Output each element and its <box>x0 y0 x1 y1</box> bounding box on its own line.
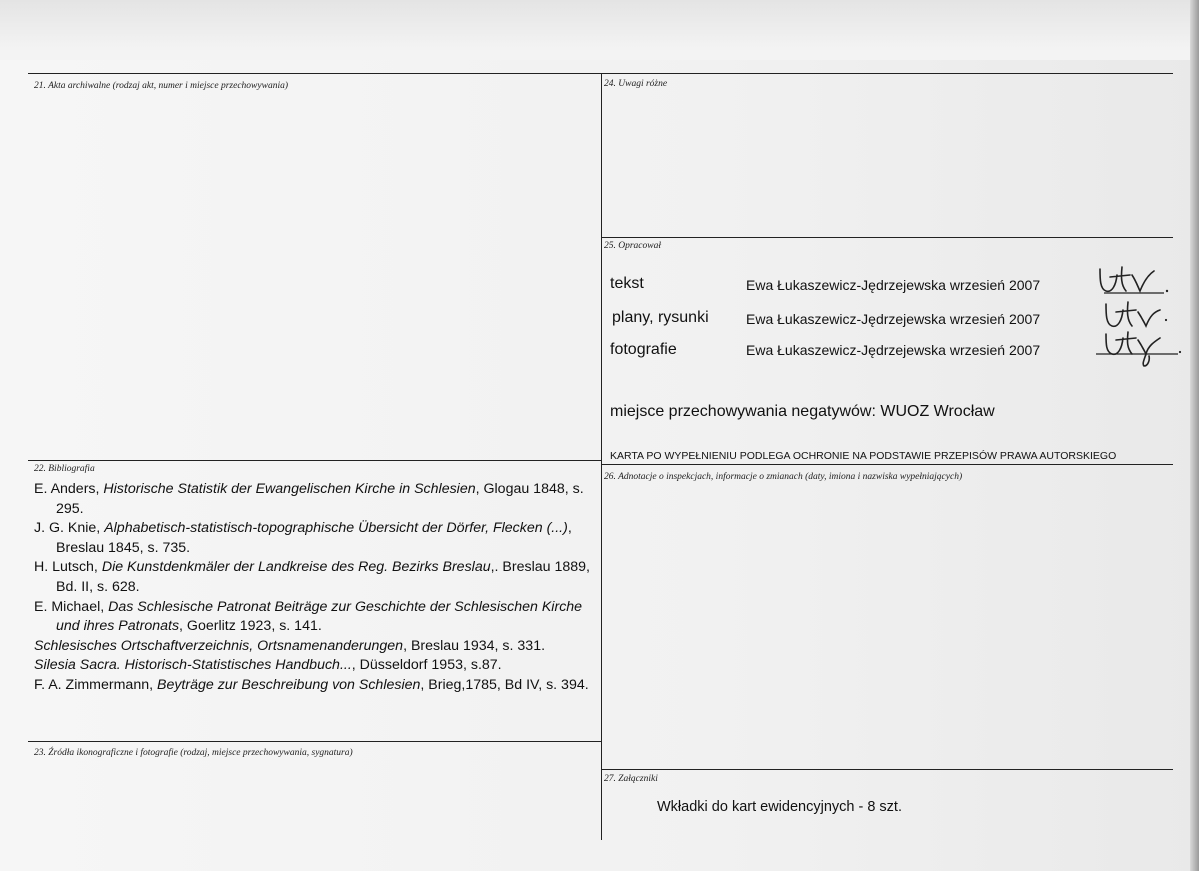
section-23-label: 23. Źródła ikonograficzne i fotografie (rodzaj, miejsce przechowywania, sygnatura) <box>34 748 353 758</box>
bibliography-entry <box>30 676 596 696</box>
entry-details: , Breslau 1934, s. 331. <box>403 637 546 654</box>
section-22-label: 22. Bibliografia <box>34 464 95 474</box>
entry-details: , Goerlitz 1923, s. 141. <box>179 618 322 635</box>
bibliography-entry <box>30 598 596 637</box>
entry-title: Beyträge zur Beschreibung von Schlesien <box>156 676 421 693</box>
role-fotografie: fotografie <box>610 341 677 358</box>
section-24-label: 24. Uwagi różne <box>604 79 668 89</box>
entry-author: E. Michael, <box>34 598 109 615</box>
signature-plany <box>1100 300 1170 334</box>
scan-shadow <box>0 0 1199 60</box>
entry-details: ,. Breslau 1889, Bd. II, s. 628. <box>56 559 590 595</box>
role-plany: plany, rysunki <box>612 309 709 326</box>
rule-22-23 <box>28 741 601 742</box>
entry-author: H. Lutsch, <box>34 559 102 576</box>
signature-fotografie <box>1094 330 1184 370</box>
entry-details: , Breslau 1845, s. 735. <box>56 520 572 556</box>
entry-title: Schlesisches Ortschaftverzeichnis, Ortsnamenanderungen <box>34 637 404 654</box>
section-25-label: 25. Opracował <box>604 241 661 251</box>
section-26-label: 26. Adnotacje o inspekcjach, informacje o zmianach (daty, imiona i nazwiska wypełniających) <box>604 472 963 482</box>
rule-21-22 <box>28 460 601 461</box>
entry-title: Das Schlesische Patronat Beiträge zur Geschichte der Schlesischen Kirche und ihres Patronats <box>56 598 583 635</box>
entry-author: F. A. Zimmermann, <box>34 676 157 693</box>
rule-26-27 <box>601 769 1173 770</box>
entry-author: J. G. Knie, <box>34 520 105 537</box>
author-plany: Ewa Łukaszewicz-Jędrzejewska wrzesień 2007 <box>746 311 1041 327</box>
rule-24-25 <box>601 237 1173 238</box>
negatives-location: miejsce przechowywania negatywów: WUOZ Wrocław <box>610 403 995 420</box>
entry-title: Historische Statistik der Ewangelischen Kirche in Schlesien <box>103 481 476 497</box>
bibliography-entry <box>30 558 596 597</box>
author-tekst: Ewa Łukaszewicz-Jędrzejewska wrzesień 2007 <box>746 277 1041 293</box>
bibliography-entry <box>30 637 596 657</box>
bibliography-entry <box>30 656 596 676</box>
bibliography-list <box>30 480 596 696</box>
bibliography-entry <box>30 480 596 519</box>
signature-tekst <box>1094 263 1174 297</box>
entry-details: , Düsseldorf 1953, s.87. <box>351 657 502 674</box>
bibliography-entry <box>30 519 596 558</box>
entry-author: E. Anders, <box>34 481 104 497</box>
entry-title: Die Kunstdenkmäler der Landkreise des Reg. Bezirks Breslau <box>101 559 491 576</box>
center-divider <box>601 73 602 840</box>
role-tekst: tekst <box>610 275 644 292</box>
author-fotografie: Ewa Łukaszewicz-Jędrzejewska wrzesień 2007 <box>746 342 1041 358</box>
entry-details: , Brieg,1785, Bd IV, s. 394. <box>420 676 589 693</box>
entry-title: Alphabetisch-statistisch-topographische Übersicht der Dörfer, Flecken (...) <box>104 520 568 537</box>
page-edge <box>1190 0 1199 871</box>
copyright-notice: KARTA PO WYPEŁNIENIU PODLEGA OCHRONIE NA PODSTAWIE PRZEPISÓW PRAWA AUTORSKIEGO <box>610 450 1117 462</box>
section-21-label: 21. Akta archiwalne (rodzaj akt, numer i miejsce przechowywania) <box>34 81 288 91</box>
entry-title: Silesia Sacra. Historisch-Statistisches Handbuch... <box>34 657 352 674</box>
section-27-label: 27. Załączniki <box>604 774 658 784</box>
attachments-content: Wkładki do kart ewidencyjnych - 8 szt. <box>657 799 902 815</box>
entry-details: , Glogau 1848, s. 295. <box>56 481 584 517</box>
rule-25-26 <box>601 464 1173 465</box>
